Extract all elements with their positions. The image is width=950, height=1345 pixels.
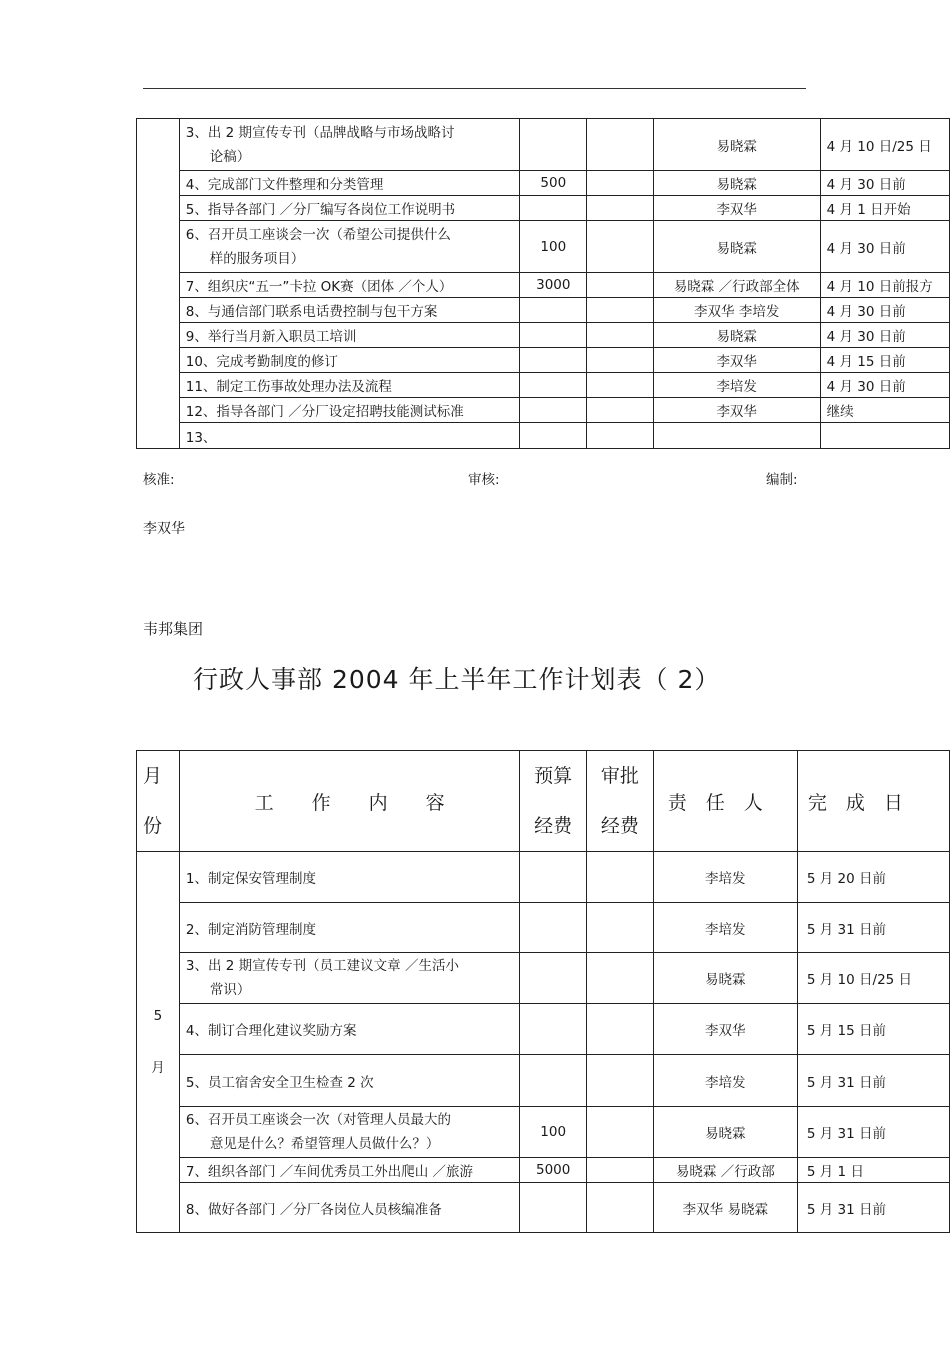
work-content-cell: 8、与通信部门联系电话费控制与包干方案: [179, 298, 520, 323]
table-row: [137, 348, 950, 373]
approval-cell: [587, 323, 654, 348]
budget-cell: [520, 852, 587, 903]
header-budget: 预算 经费: [520, 751, 587, 852]
approval-cell: [587, 903, 654, 953]
deadline-cell: 4 月 10 日前报方: [820, 273, 949, 298]
owner-cell: 易晓霖: [653, 119, 820, 171]
owner-cell: [653, 423, 820, 449]
owner-cell: 李培发: [653, 903, 797, 953]
approval-cell: [587, 1158, 654, 1183]
budget-cell: 100: [520, 1107, 587, 1158]
table-row: [137, 373, 950, 398]
deadline-cell: 4 月 30 日前: [820, 298, 949, 323]
work-plan-table-may: [136, 750, 950, 1233]
deadline-cell: 5 月 1 日: [797, 1158, 949, 1183]
approval-cell: [587, 1004, 654, 1055]
work-content-cell: 13、: [179, 423, 520, 449]
budget-cell: [520, 1004, 587, 1055]
owner-cell: 易晓霖: [653, 953, 797, 1004]
compiler-name: 李双华: [143, 521, 185, 537]
approval-cell: [587, 221, 654, 273]
budget-cell: [520, 398, 587, 423]
approval-cell: [587, 119, 654, 171]
deadline-cell: 5 月 31 日前: [797, 903, 949, 953]
budget-cell: 100: [520, 221, 587, 273]
table-row: [137, 1183, 950, 1233]
work-plan-table-april: [136, 118, 950, 449]
deadline-cell: 5 月 31 日前: [797, 1183, 949, 1233]
approval-cell: [587, 196, 654, 221]
approval-cell: [587, 423, 654, 449]
work-content-cell: 9、举行当月新入职员工培训: [179, 323, 520, 348]
budget-cell: [520, 348, 587, 373]
budget-cell: [520, 953, 587, 1004]
work-content-cell: 4、完成部门文件整理和分类管理: [179, 171, 520, 196]
budget-cell: [520, 298, 587, 323]
work-content-cell: 5、指导各部门 ／分厂编写各岗位工作说明书: [179, 196, 520, 221]
budget-cell: 3000: [520, 273, 587, 298]
budget-cell: [520, 1055, 587, 1107]
budget-cell: [520, 196, 587, 221]
owner-cell: 李培发: [653, 373, 820, 398]
deadline-cell: 5 月 20 日前: [797, 852, 949, 903]
header-deadline: 完 成 日: [797, 751, 949, 852]
owner-cell: 易晓霖: [653, 171, 820, 196]
budget-cell: [520, 119, 587, 171]
owner-cell: 李双华 易晓霖: [653, 1183, 797, 1233]
deadline-cell: 4 月 30 日前: [820, 221, 949, 273]
header-rule: [143, 88, 806, 89]
table-row: [137, 1107, 950, 1158]
header-month: 月 份: [137, 751, 180, 852]
approval-cell: [587, 298, 654, 323]
work-content-cell: 4、制订合理化建议奖励方案: [179, 1004, 519, 1055]
budget-cell: [520, 1183, 587, 1233]
owner-cell: 李培发: [653, 852, 797, 903]
owner-cell: 易晓霖: [653, 221, 820, 273]
owner-cell: 李双华 李培发: [653, 298, 820, 323]
budget-cell: [520, 323, 587, 348]
deadline-cell: 5 月 31 日前: [797, 1055, 949, 1107]
table-row: [137, 903, 950, 953]
owner-cell: 易晓霖: [653, 1107, 797, 1158]
work-content-cell: 6、召开员工座谈会一次（对管理人员最大的 意见是什么？希望管理人员做什么？）: [179, 1107, 519, 1158]
owner-cell: 易晓霖 ／行政部全体: [653, 273, 820, 298]
table-row: [137, 196, 950, 221]
deadline-cell: 继续: [820, 398, 949, 423]
work-content-cell: 3、出 2 期宣传专刊（员工建议文章 ／生活小 常识）: [179, 953, 519, 1004]
table-row: [137, 221, 950, 273]
budget-cell: 5000: [520, 1158, 587, 1183]
approval-cell: [587, 171, 654, 196]
approval-cell: [587, 1183, 654, 1233]
owner-cell: 李双华: [653, 348, 820, 373]
budget-cell: [520, 423, 587, 449]
header-owner: 责 任 人: [653, 751, 797, 852]
budget-cell: [520, 903, 587, 953]
table-row: [137, 423, 950, 449]
header-content: 工 作 内 容: [179, 751, 519, 852]
month-cell: 5 月: [137, 852, 180, 1233]
approval-cell: [587, 373, 654, 398]
table-row: [137, 298, 950, 323]
deadline-cell: 5 月 15 日前: [797, 1004, 949, 1055]
approval-cell: [587, 1107, 654, 1158]
table-row: [137, 119, 950, 171]
owner-cell: 李双华: [653, 196, 820, 221]
table-row: [137, 323, 950, 348]
work-content-cell: 1、制定保安管理制度: [179, 852, 519, 903]
table-row: [137, 171, 950, 196]
budget-cell: 500: [520, 171, 587, 196]
table-row: [137, 1004, 950, 1055]
deadline-cell: 4 月 1 日开始: [820, 196, 949, 221]
month-cell: [137, 119, 180, 449]
owner-cell: 李培发: [653, 1055, 797, 1107]
work-content-cell: 12、指导各部门 ／分厂设定招聘技能测试标准: [179, 398, 520, 423]
deadline-cell: 4 月 30 日前: [820, 171, 949, 196]
work-content-cell: 11、制定工伤事故处理办法及流程: [179, 373, 520, 398]
table-row: [137, 1055, 950, 1107]
table-row: [137, 852, 950, 903]
approve-label: 核准:: [143, 472, 175, 488]
table-row: [137, 1158, 950, 1183]
owner-cell: 易晓霖 ／行政部: [653, 1158, 797, 1183]
approval-cell: [587, 273, 654, 298]
deadline-cell: 4 月 30 日前: [820, 323, 949, 348]
page-title: 行政人事部 2004 年上半年工作计划表（ 2）: [193, 665, 721, 694]
work-content-cell: 7、组织各部门 ／车间优秀员工外出爬山 ／旅游: [179, 1158, 519, 1183]
deadline-cell: [820, 423, 949, 449]
approval-cell: [587, 398, 654, 423]
budget-cell: [520, 373, 587, 398]
work-content-cell: 5、员工宿舍安全卫生检查 2 次: [179, 1055, 519, 1107]
work-content-cell: 10、完成考勤制度的修订: [179, 348, 520, 373]
work-content-cell: 3、出 2 期宣传专刊（品牌战略与市场战略讨 论稿）: [179, 119, 520, 171]
approval-cell: [587, 953, 654, 1004]
work-content-cell: 6、召开员工座谈会一次（希望公司提供什么 样的服务项目）: [179, 221, 520, 273]
owner-cell: 易晓霖: [653, 323, 820, 348]
approval-cell: [587, 348, 654, 373]
review-label: 审核:: [468, 472, 500, 488]
company-name: 韦邦集团: [143, 620, 204, 638]
deadline-cell: 4 月 15 日前: [820, 348, 949, 373]
deadline-cell: 5 月 10 日/25 日: [797, 953, 949, 1004]
approval-cell: [587, 1055, 654, 1107]
header-approval: 审批 经费: [587, 751, 654, 852]
table-row: [137, 273, 950, 298]
table-row: [137, 953, 950, 1004]
deadline-cell: 5 月 31 日前: [797, 1107, 949, 1158]
work-content-cell: 8、做好各部门 ／分厂各岗位人员核编准备: [179, 1183, 519, 1233]
deadline-cell: 4 月 30 日前: [820, 373, 949, 398]
compile-label: 编制:: [766, 472, 798, 488]
owner-cell: 李双华: [653, 1004, 797, 1055]
approval-cell: [587, 852, 654, 903]
work-content-cell: 2、制定消防管理制度: [179, 903, 519, 953]
deadline-cell: 4 月 10 日/25 日: [820, 119, 949, 171]
table-row: [137, 398, 950, 423]
work-content-cell: 7、组织庆“五一”卡拉 OK赛（团体 ／个人）: [179, 273, 520, 298]
header-row: [137, 751, 950, 852]
owner-cell: 李双华: [653, 398, 820, 423]
